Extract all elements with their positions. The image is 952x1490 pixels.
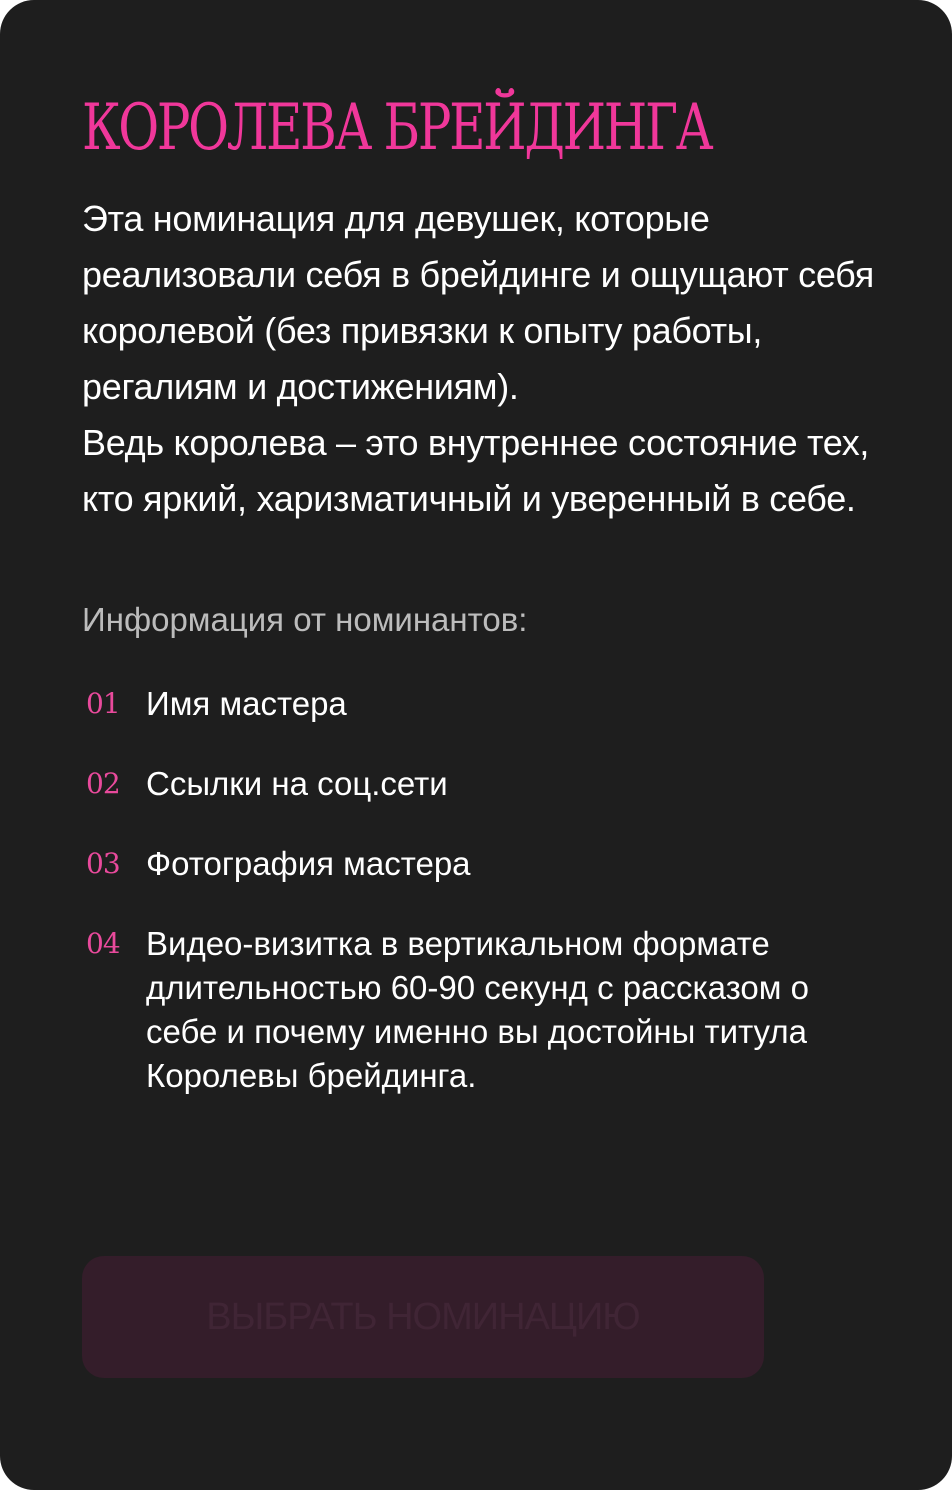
info-heading: Информация от номинантов: [82, 601, 528, 638]
requirement-text: Имя мастера [146, 685, 347, 722]
requirement-text: Фотография мастера [146, 845, 471, 882]
requirement-number: 04 [86, 927, 120, 960]
requirement-number: 02 [86, 767, 120, 800]
nomination-description [82, 191, 922, 527]
requirement-text: Ссылки на соц.сети [146, 765, 448, 802]
description-paragraph: Ведь королева – это внутреннее состояние тех, кто яркий, харизматичный и уверенный в себе. [82, 422, 870, 519]
nomination-title: КОРОЛЕВА БРЕЙДИНГА [82, 91, 712, 165]
requirement-number: 03 [86, 847, 120, 880]
requirement-number: 01 [86, 687, 120, 720]
description-paragraph: Эта номинация для девушек, которые реализовали себя в брейдинге и ощущают себя королевой (без привязки к опыту работы, регалиям и достижениям). [82, 198, 874, 407]
choose-nomination-button[interactable]: ВЫБРАТЬ НОМИНАЦИЮ [82, 1256, 764, 1378]
requirement-text: Видео-визитка в вертикальном формате длительностью 60-90 секунд с рассказом о себе и почему именно вы достойны титула Королевы брейдинга. [146, 925, 809, 1094]
